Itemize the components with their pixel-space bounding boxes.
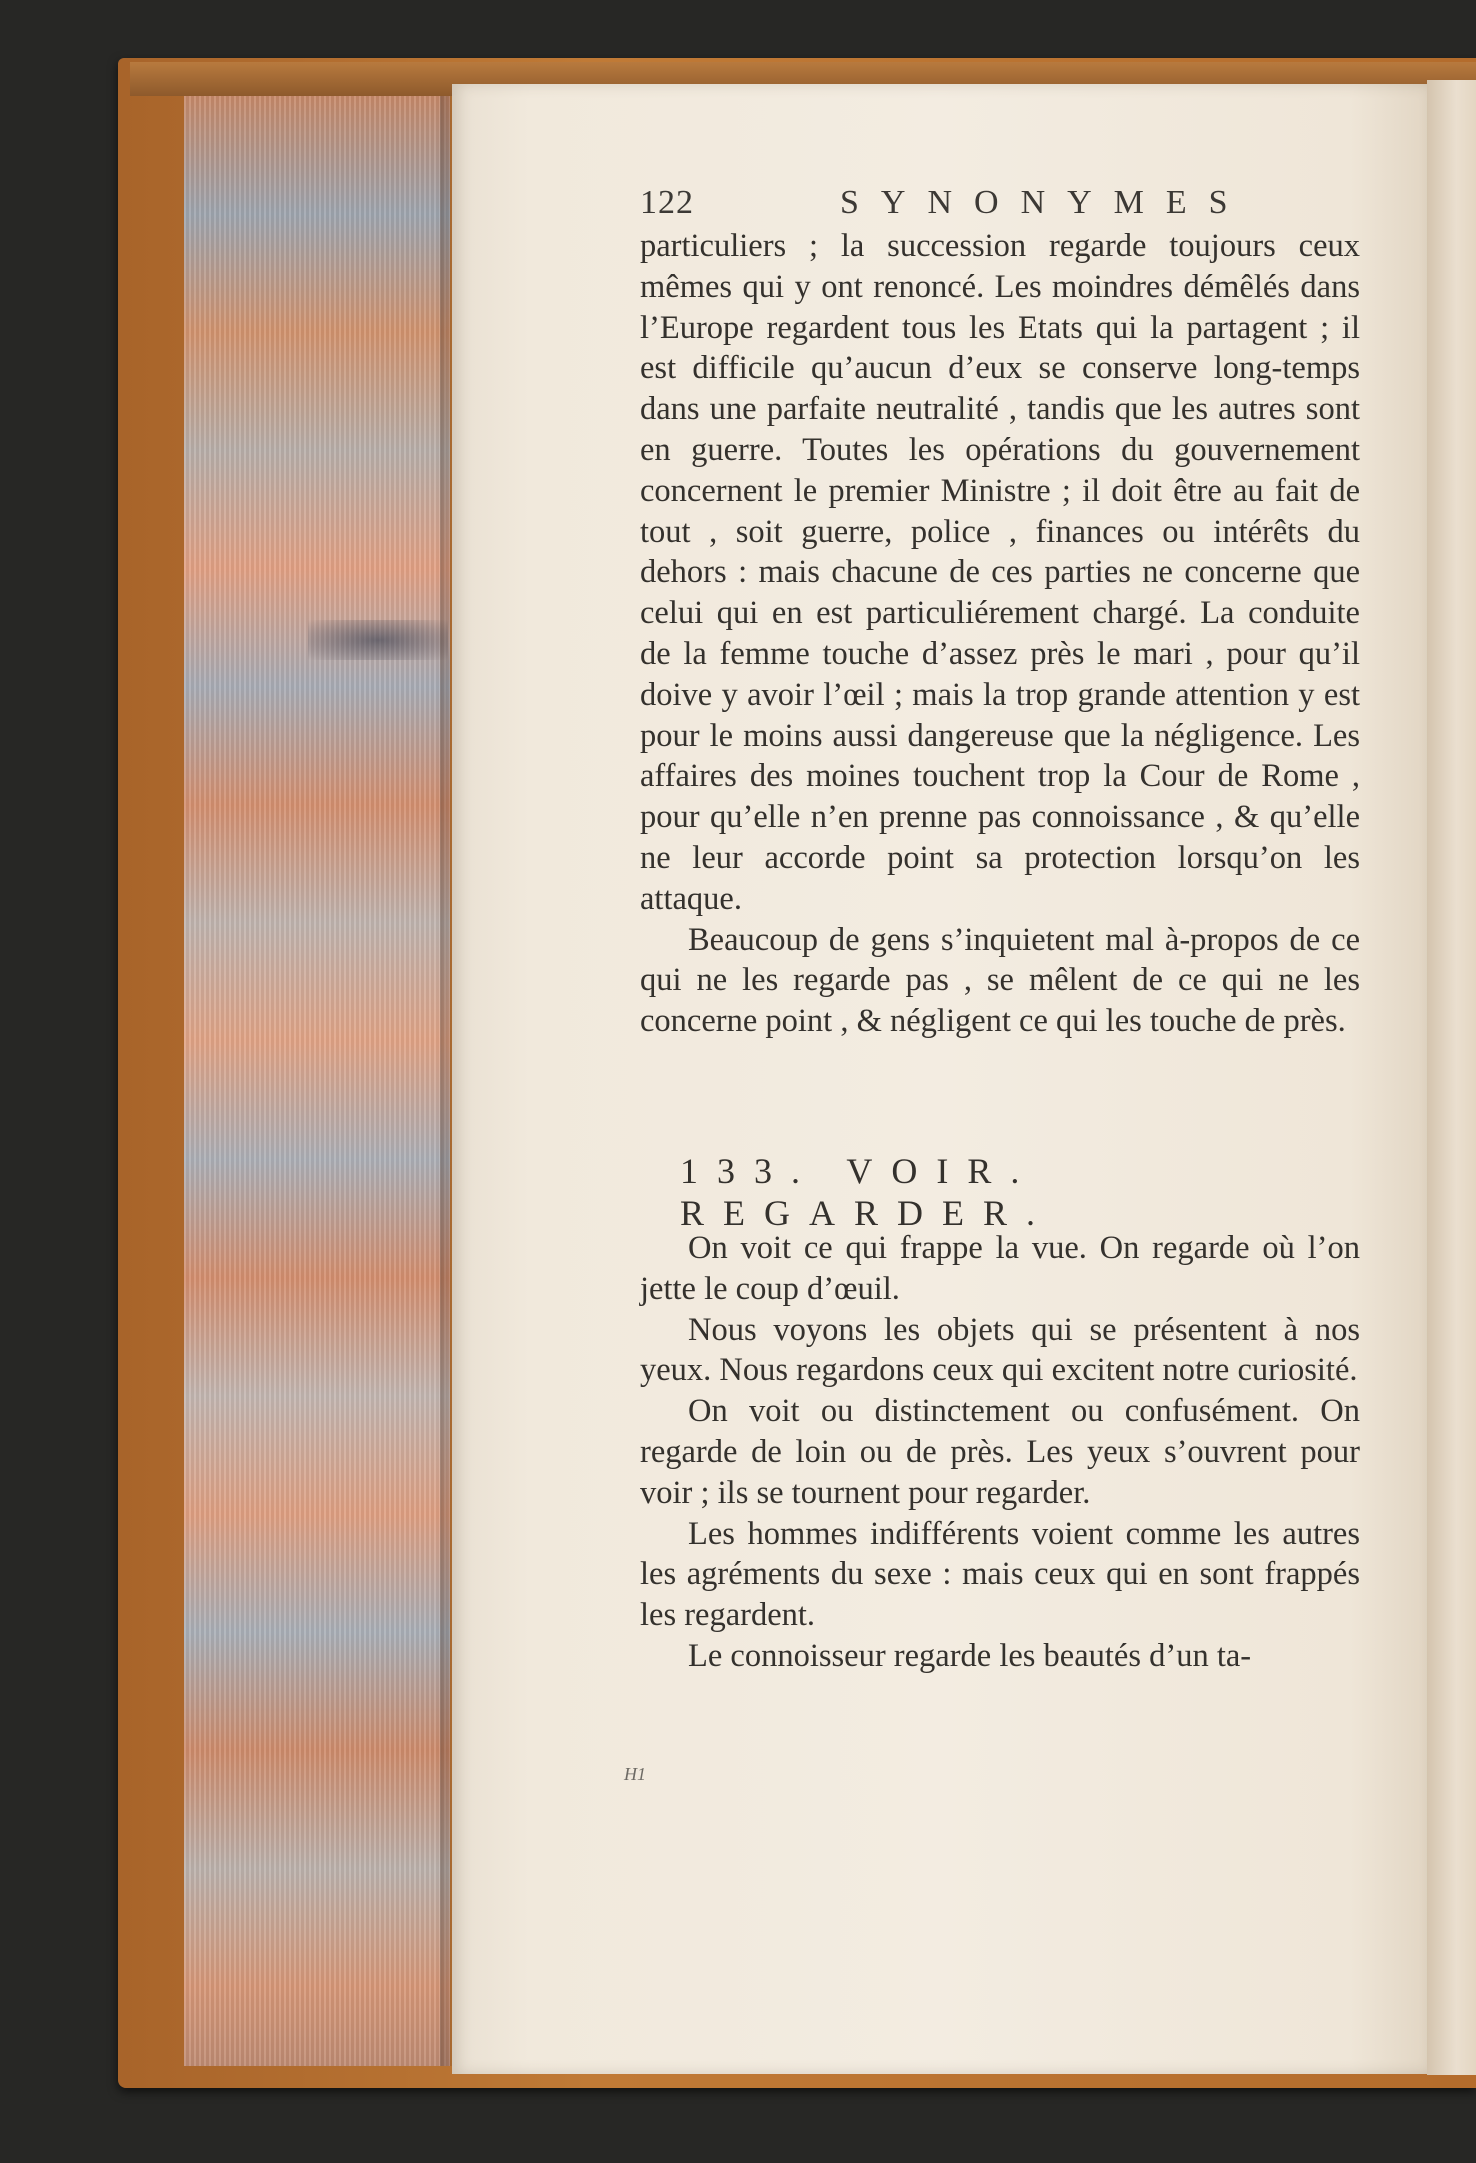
section-paragraph: Les hommes indifférents voient comme les autres les agréments du sexe : mais ceux qui en sont frappés les regardent. — [640, 1515, 1360, 1634]
facing-page-edge — [1427, 80, 1476, 2075]
running-title: SYNONYMES — [840, 184, 1250, 221]
section-paragraph: On voit ou distinctement ou confusément. On regarde de loin ou de près. Les yeux s’ouvrent pour voir ; ils se tournent pour regarder. — [640, 1393, 1360, 1511]
section-paragraph: Le connoisseur regarde les beautés d’un ta- — [688, 1637, 1252, 1674]
body-text — [640, 226, 1360, 1042]
page-number: 122 — [640, 184, 694, 221]
section-text — [640, 1228, 1360, 1677]
ink-smudge — [308, 620, 448, 660]
signature-mark: H1 — [624, 1764, 646, 1784]
section-heading: 133. VOIR. REGARDER. — [680, 1151, 1055, 1233]
marbled-page-edges — [184, 96, 450, 2066]
section-paragraph: Nous voyons les objets qui se présentent à nos yeux. Nous regardons ceux qui excitent notre curiosité. — [640, 1311, 1360, 1389]
section-paragraph: On voit ce qui frappe la vue. On regarde où l’on jette le coup d’œuil. — [640, 1230, 1360, 1307]
page-header — [640, 184, 1250, 228]
paragraph-2: Beaucoup de gens s’inquietent mal à-propos de ce qui ne les regarde pas , se mêlent de ce qui ne les concerne point , & négligent ce qui les touche de près. — [640, 921, 1360, 1040]
paragraph-1: particuliers ; la succession regarde toujours ceux mêmes qui y ont renoncé. Les moindres démêlés dans l’Europe regardent tous les Etats qui la partagent ; il est difficile qu’aucun d’eux se conserve long-temps dans une parfaite neutralité , tandis que les autres sont en guerre. Toutes les opérations du gouvernement concernent le premier Ministre ; il doit être au fait de tout , soit guerre, police , finances ou intérêts du dehors : mais chacune de ces parties ne concerne que celui qui en est particuliérement chargé. La conduite de la femme touche d’assez près le mari , pour qu’il doive y avoir l’œil ; mais la trop grande attention y est pour le moins aussi dangereuse que la négligence. Les affaires des moines touchent trop la Cour de Rome , pour qu’elle n’en prenne pas connoissance , & qu’elle ne leur accorde point sa protection lorsqu’on les attaque. — [640, 228, 1360, 917]
